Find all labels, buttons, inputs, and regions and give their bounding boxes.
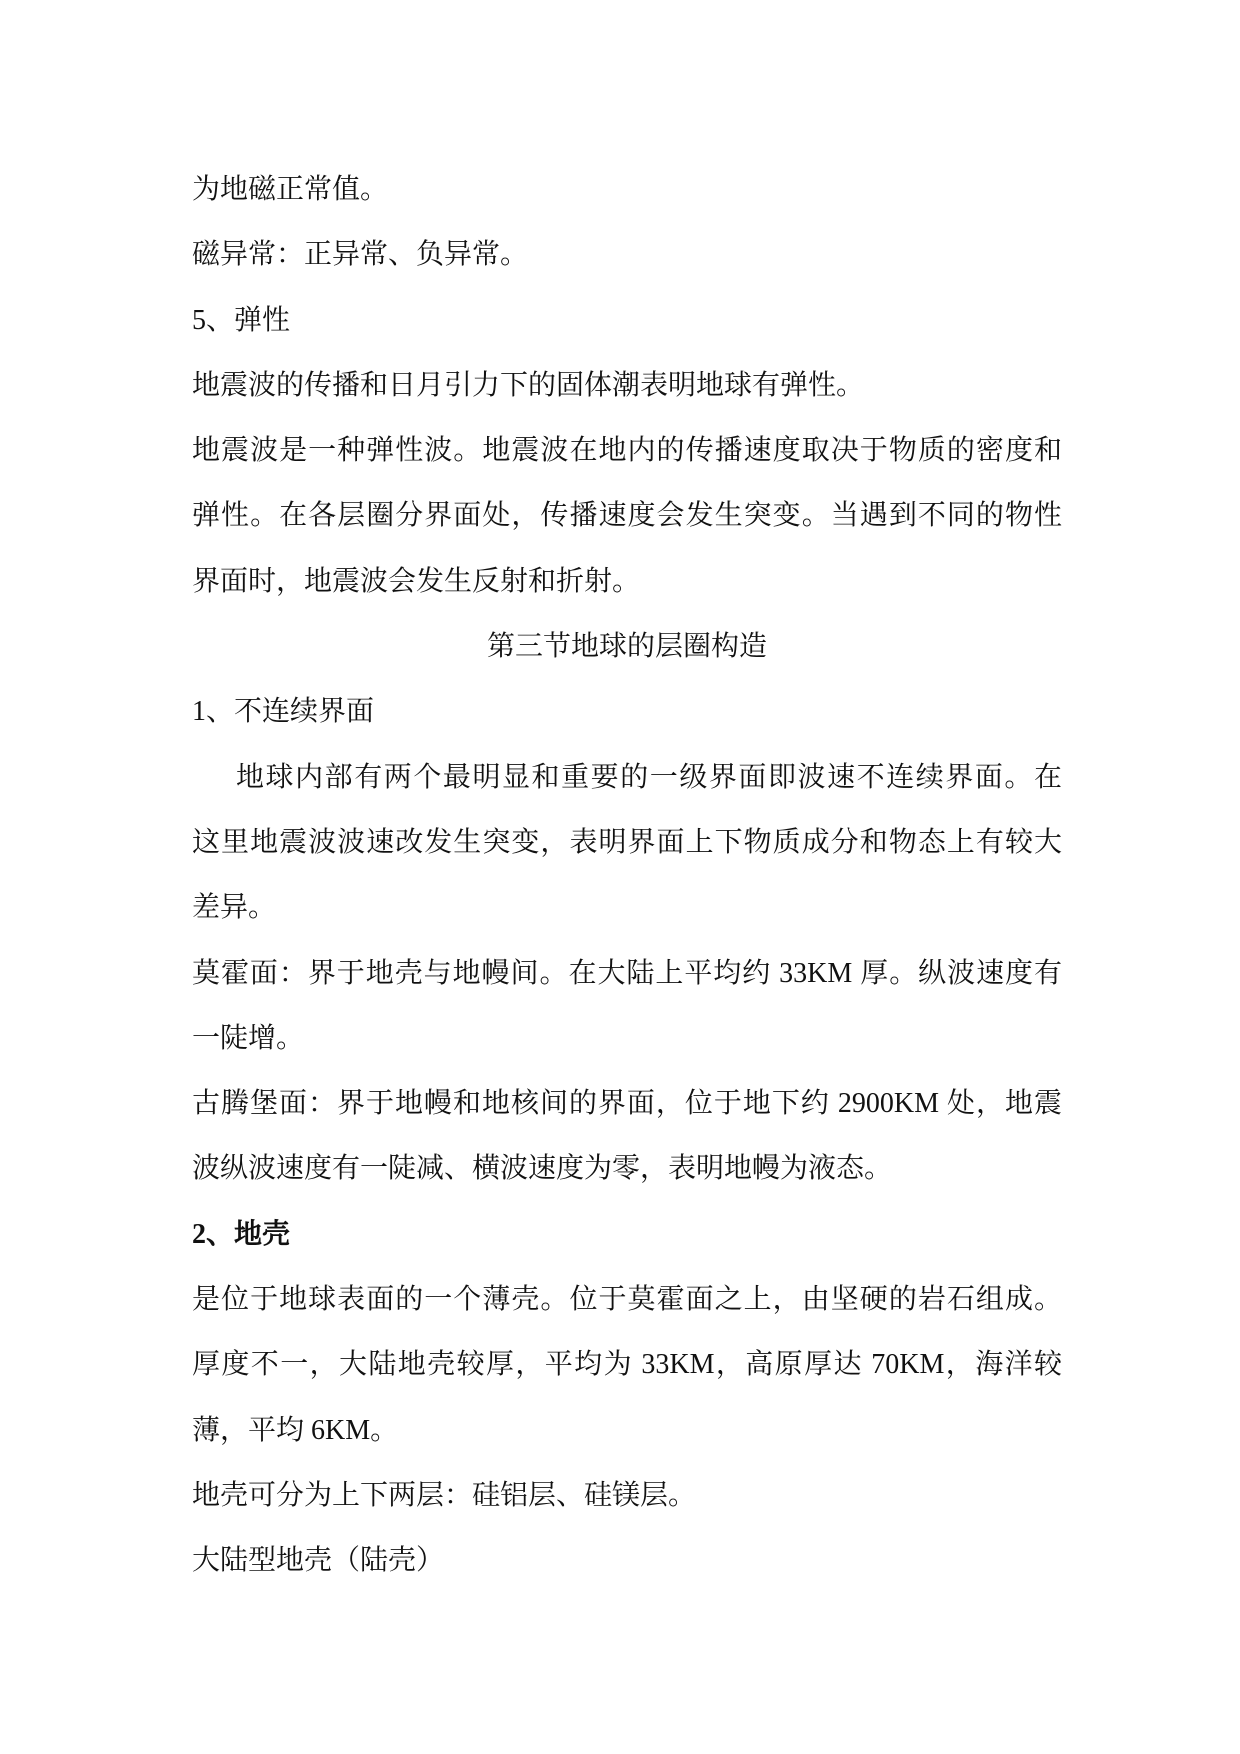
chapter-title: 第三节地球的层圈构造	[486, 631, 767, 663]
paragraph-line: 地壳可分为上下两层：硅铝层、硅镁层。	[192, 1479, 697, 1511]
paragraph-line: 差异。	[192, 892, 277, 924]
paragraph-line: 薄，平均 6KM。	[192, 1414, 399, 1446]
paragraph-line: 地震波是一种弹性波。地震波在地内的传播速度取决于物质的密度和	[192, 435, 1062, 467]
paragraph-line: 地震波的传播和日月引力下的固体潮表明地球有弹性。	[192, 369, 865, 401]
document-page	[192, 157, 1062, 1594]
paragraph-line: 一陡增。	[192, 1022, 305, 1054]
paragraph-line: 是位于地球表面的一个薄壳。位于莫霍面之上，由坚硬的岩石组成。	[192, 1284, 1062, 1316]
paragraph-line: 为地磁正常值。	[192, 174, 389, 205]
paragraph-line: 厚度不一，大陆地壳较厚，平均为 33KM，高原厚达 70KM，海洋较	[192, 1349, 1062, 1381]
section-heading: 2、地壳	[192, 1218, 291, 1250]
paragraph-line: 这里地震波波速改发生突变，表明界面上下物质成分和物态上有较大	[192, 826, 1062, 858]
paragraph-line: 地球内部有两个最明显和重要的一级界面即波速不连续界面。在	[236, 761, 1062, 793]
section-heading: 1、不连续界面	[192, 696, 375, 728]
paragraph-line: 磁异常：正异常、负异常。	[192, 239, 529, 271]
section-heading: 5、弹性	[192, 304, 291, 336]
paragraph-line: 界面时，地震波会发生反射和折射。	[192, 565, 641, 597]
paragraph-line: 古腾堡面：界于地幔和地核间的界面，位于地下约 2900KM 处，地震	[192, 1088, 1062, 1120]
paragraph-line: 弹性。在各层圈分界面处，传播速度会发生突变。当遇到不同的物性	[192, 500, 1062, 532]
paragraph-line: 莫霍面：界于地壳与地幔间。在大陆上平均约 33KM 厚。纵波速度有	[192, 957, 1062, 989]
paragraph-line: 波纵波速度有一陡减、横波速度为零，表明地幔为液态。	[192, 1153, 893, 1185]
paragraph-line: 大陆型地壳（陆壳）	[192, 1545, 445, 1577]
